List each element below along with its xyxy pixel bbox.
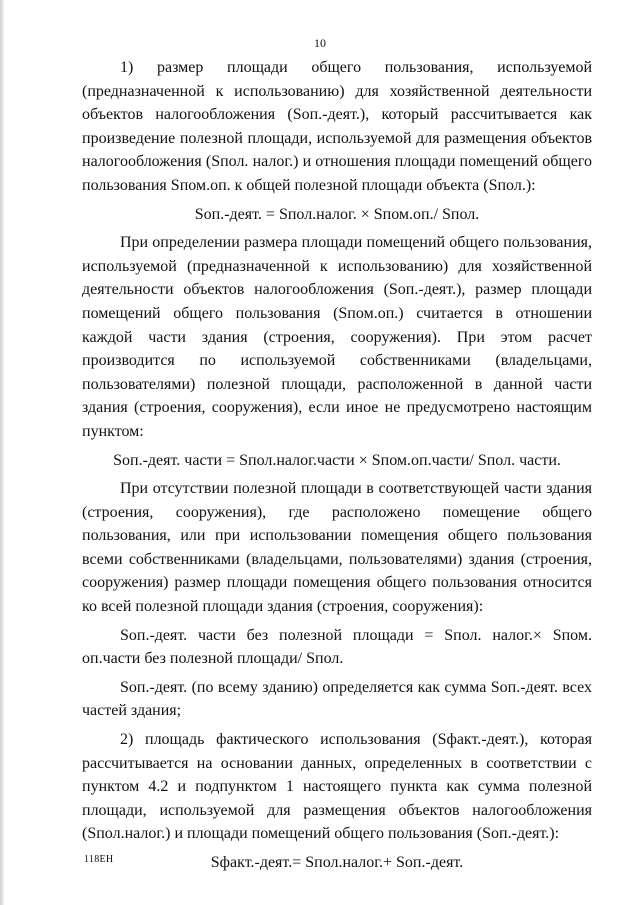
formula-part: Sоп.-деят. части = Sпол.налог.части × Sпом.оп.части/ Sпол. части.	[113, 451, 561, 469]
paragraph-whole-building-sum: Sоп.-деят. (по всему зданию) определяется как сумма Sоп.-деят. всех частей здания;	[82, 678, 592, 720]
paragraph-item-2: 2) площадь фактического использования (Sфакт.-деят.), которая рассчитывается на основании данных, определенных в соответствии с пунктом 4.2 и подпунктом 1 настоящего пункта как сумма полезной площади, используемой для размещения объектов налогообложения (Sпол.налог.) и площади помещений общего пользования (Sоп.-деят.):	[82, 731, 592, 843]
document-code: 118EH	[84, 854, 114, 865]
document-body	[82, 56, 592, 875]
scan-left-edge	[0, 0, 4, 905]
page-number: 10	[314, 36, 326, 50]
paragraph-item-1: 1) размер площади общего пользования, используемой (предназначенной к использованию) для хозяйственной деятельности объектов налогообложения (Sоп.-деят.), который рассчитывается как произведение полезной площади, используемой для размещения объектов налогообложения (Sпол. налог.) и отношения площади помещений общего пользования Sпом.оп. к общей полезной площади объекта (Sпол.):	[82, 59, 592, 194]
formula-actual-use: Sфакт.-деят.= Sпол.налог.+ Sоп.-деят.	[210, 854, 464, 871]
paragraph-common-area-parts: При определении размера площади помещений общего пользования, используемой (предназначенной к использованию) для хозяйственной деятельности объектов налогообложения (Sоп.-деят.), размер площади помещений общего пользования (Sпом.оп.) считается в отношении каждой части здания (строения, сооружения). При этом расчет производится по используемой собственниками (владельцами, пользователями) полезной площади, расположенной в данной части здания (строения, сооружения), если иное не предусмотрено настоящим пунктом:	[82, 234, 592, 440]
formula-common-area: Sоп.-деят. = Sпол.налог. × Sпом.оп./ Sпол.	[194, 205, 480, 223]
formula-part-without-useful-area: Sоп.-деят. части без полезной площади = Sпол. налог.× Sпом. оп.части без полезной площади/ Sпол.	[82, 626, 592, 668]
paragraph-no-useful-area: При отсутствии полезной площади в соответствующей части здания (строения, сооружения), где расположено помещение общего пользования, или при использовании помещения общего пользования всеми собственниками (владельцами, пользователями) здания (строения, сооружения) размер площади помещения общего пользования относится ко всей полезной площади здания (строения, сооружения):	[82, 480, 592, 616]
